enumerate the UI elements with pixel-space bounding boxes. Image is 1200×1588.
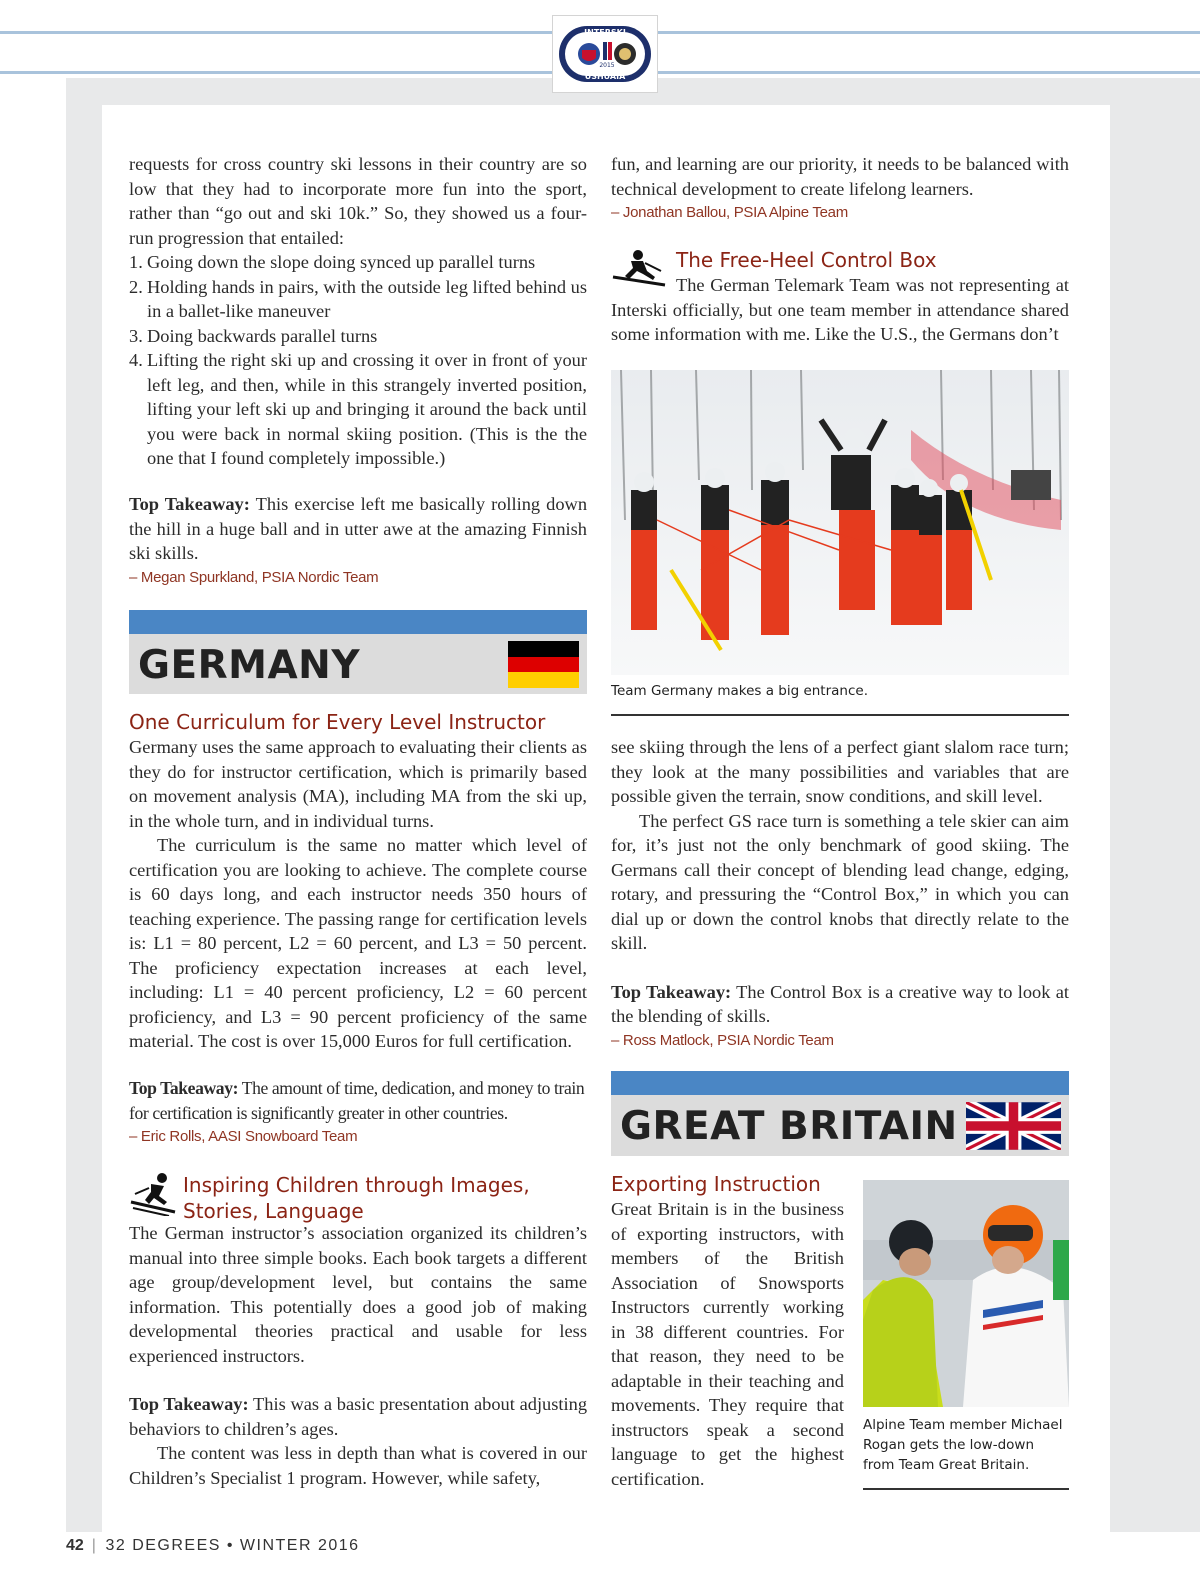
freeheel-subhead: The Free-Heel Control Box xyxy=(676,248,937,272)
freeheel-text-1: The German Telemark Team was not representing at Interski officially, but one team member in attendance shared some information with me. Like the U.S., the Germans don’t xyxy=(611,275,1069,344)
list-number: 2. xyxy=(129,276,143,297)
photo2-caption-rule xyxy=(863,1488,1069,1490)
curriculum-takeaway-block xyxy=(129,1076,587,1149)
curriculum-subhead: One Curriculum for Every Level Instructor xyxy=(129,710,546,734)
list-number: 1. xyxy=(129,252,143,272)
list-number: 4. xyxy=(129,350,143,370)
banner-stripe xyxy=(129,610,587,634)
children-subhead-line-2: Stories, Language xyxy=(183,1199,364,1223)
intro-paragraph: requests for cross country ski lessons in their country are so low that they had to incorporate more fun into the sport, rather than “go out and ski 10k.” So, they showed us a four-run progression that entailed: xyxy=(129,154,587,248)
germany-curriculum-section xyxy=(129,709,587,1054)
freeheel-paragraph-2: see skiing through the lens of a perfect giant slalom race turn; they look at the many possibilities and variables that are possible given the terrain, snow conditions, and skill level. xyxy=(611,737,1069,806)
germany-banner xyxy=(129,610,587,694)
list-text: Lifting the right ski up and crossing it over in front of your left leg, and then, while in this strangely inverted position, lifting your left ski up and bringing it around the back until you were back in normal skiing position. (This is the the one that I found completely impossible.) xyxy=(147,350,587,468)
great-britain-body xyxy=(611,1197,844,1491)
curriculum-paragraph-2: The curriculum is the same no matter which level of certification you are looking to achieve. The complete course is 60 days long, and each instructor needs 350 hours of teaching experience. The passing range for certification levels is: L1 = 80 percent, L2 = 60 percent, and L3 = 50 percent. The proficiency expectation increases at each level, including: L1 = 40 percent proficiency, L2 = 60 percent proficiency, and L3 = 90 percent proficiency of the same material. The cost is over 15,000 Euros for full certification. xyxy=(129,835,587,1051)
list-item xyxy=(129,324,587,349)
finland-credit: – Megan Spurkland, PSIA Nordic Team xyxy=(129,568,379,586)
finland-takeaway-block xyxy=(129,492,587,590)
skier-icon xyxy=(129,1172,177,1216)
children-takeaway: Top Takeaway: This was a basic presentation about adjusting behaviors to children’s ages. xyxy=(129,1394,588,1439)
children-paragraph-2: The content was less in depth than what is covered in our Children’s Specialist 1 program. However, while safety, xyxy=(129,1443,587,1488)
freeheel-credit: – Ross Matlock, PSIA Nordic Team xyxy=(611,1031,834,1049)
freeheel-continued xyxy=(611,735,1069,1053)
list-number: 3. xyxy=(129,325,143,346)
germany-title: GERMANY xyxy=(138,643,361,688)
finland-takeaway: Top Takeaway: This exercise left me basically rolling down the hill in a huge ball and in utter awe at the amazing Finnish ski skills. xyxy=(129,494,588,563)
curriculum-paragraph-1: Germany uses the same approach to evaluating their clients as they do for instructor certification, which is primarily based on movement analysis (MA), including MA from the ski up, in the whole turn, and in individual turns. xyxy=(129,737,587,831)
logo-year: 2015 xyxy=(599,62,615,69)
exporting-subhead: Exporting Instruction xyxy=(611,1172,821,1196)
curriculum-credit: – Eric Rolls, AASI Snowboard Team xyxy=(129,1128,358,1145)
interski-logo xyxy=(552,15,658,93)
germany-flag-icon xyxy=(508,641,579,688)
children-section xyxy=(129,1221,587,1490)
page-number: 42 xyxy=(66,1537,84,1554)
banner-stripe xyxy=(611,1071,1069,1095)
team-germany-photo xyxy=(611,370,1069,675)
list-item xyxy=(129,275,587,324)
photo1-caption-rule xyxy=(611,714,1069,716)
footer-separator: | xyxy=(91,1537,98,1554)
great-britain-banner xyxy=(611,1071,1069,1156)
list-text: Doing backwards parallel turns xyxy=(147,325,378,346)
freeheel-takeaway: Top Takeaway: The Control Box is a creative way to look at the blending of skills. xyxy=(611,981,1070,1026)
great-britain-title: GREAT BRITAIN xyxy=(620,1104,958,1149)
great-britain-photo xyxy=(863,1180,1069,1407)
progression-list xyxy=(129,250,587,471)
children-subhead xyxy=(183,1172,583,1224)
continued-credit: – Jonathan Ballou, PSIA Alpine Team xyxy=(611,204,848,221)
union-jack-flag-icon xyxy=(966,1102,1061,1150)
list-text: Holding hands in pairs, with the outside leg lifted behind us in a ballet-like maneuver xyxy=(147,276,587,321)
great-britain-paragraph: Great Britain is in the business of exporting instructors, with members of the British Association of Snowsports Instructors currently working in 38 different countries. For that reason, they need to be adaptable in their teaching and movements. They require that instructors speak a second language to get the highest certification. xyxy=(611,1199,844,1489)
freeheel-paragraph-1 xyxy=(611,273,1069,347)
children-paragraph-1: The German instructor’s association organized its children’s manual into three simple books. Each book targets a different age group/development level, but contains the same information. This potentially does a good job of making developmental theories practical and usable for less experienced instructors. xyxy=(129,1223,587,1366)
logo-top-text: INTERSKI xyxy=(584,28,626,37)
list-item xyxy=(129,348,587,471)
left-column xyxy=(129,152,587,471)
photo2-caption: Alpine Team member Michael Rogan gets the low-down from Team Great Britain. xyxy=(863,1417,1063,1473)
list-text: Going down the slope doing synced up parallel turns xyxy=(147,252,536,272)
list-item xyxy=(129,250,587,275)
freeheel-paragraph-3: The perfect GS race turn is something a tele skier can aim for, it’s just not the only benchmark of good skiing. The Germans call their concept of blending lead change, edging, rotary, and pressuring the “Control Box,” in which you can dial up or down the control knobs that directly relate to the skill. xyxy=(611,810,1069,953)
photo1-caption: Team Germany makes a big entrance. xyxy=(611,683,869,699)
continued-paragraph: fun, and learning are our priority, it needs to be balanced with technical development to create lifelong learners. xyxy=(611,154,1069,199)
curriculum-takeaway: Top Takeaway: The amount of time, dedication, and money to train for certification is significantly greater in other countries. xyxy=(129,1078,585,1123)
publication-name: 32 DEGREES • WINTER 2016 xyxy=(105,1537,360,1554)
logo-bottom-text: USHUAIA xyxy=(584,72,626,81)
page-footer xyxy=(66,1537,360,1555)
right-column-top xyxy=(611,152,1069,225)
children-subhead-line-1: Inspiring Children through Images, xyxy=(183,1173,530,1197)
